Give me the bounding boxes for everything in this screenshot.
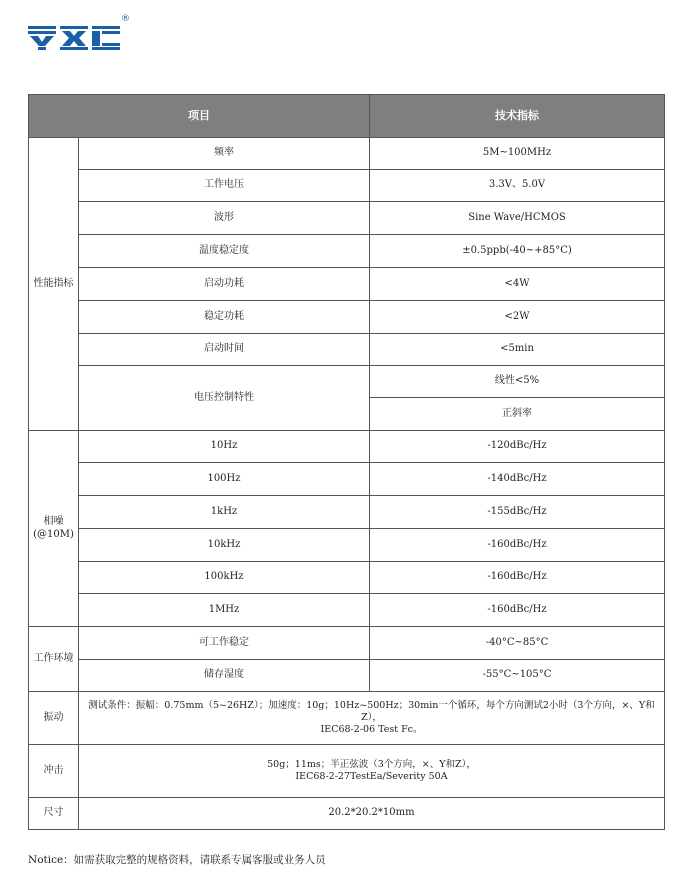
table-row: [29, 170, 665, 202]
table-row: [29, 268, 665, 301]
row-item: 启动功耗: [79, 268, 370, 301]
row-item: 稳定功耗: [79, 301, 370, 334]
header-spec: 技术指标: [370, 95, 665, 138]
table-row: [29, 594, 665, 627]
row-value: -160dBc/Hz: [370, 562, 665, 594]
table-row: [29, 562, 665, 594]
row-item: 100Hz: [79, 463, 370, 496]
table-row: [29, 431, 665, 463]
group-phase-noise-line2: (@10M): [33, 528, 74, 540]
group-performance: 性能指标: [29, 138, 79, 431]
vibration-line1: 测试条件：振幅：0.75mm（5~26HZ）；加速度：10g；10Hz~500Hz；30min一个循环，每个方向测试2小时（3个方向，×、Y和Z），: [88, 700, 655, 724]
company-logo: [28, 16, 134, 56]
row-item: 1kHz: [79, 496, 370, 529]
row-item: 储存湿度: [79, 660, 370, 692]
table-row: [29, 366, 665, 398]
table-row: [29, 496, 665, 529]
table-row: [29, 202, 665, 235]
table-row: [29, 798, 665, 830]
table-row: [29, 660, 665, 692]
group-environment: 工作环境: [29, 627, 79, 692]
table-row: [29, 529, 665, 562]
row-item: 10kHz: [79, 529, 370, 562]
row-value: -120dBc/Hz: [370, 431, 665, 463]
row-shock-value: [79, 745, 665, 798]
row-item: 温度稳定度: [79, 235, 370, 268]
group-phase-noise-line1: 相噪: [43, 516, 64, 527]
row-shock-label: 冲击: [29, 745, 79, 798]
row-item: 启动时间: [79, 334, 370, 366]
table-row: [29, 627, 665, 660]
row-value: Sine Wave/HCMOS: [370, 202, 665, 235]
row-value: -140dBc/Hz: [370, 463, 665, 496]
row-size-value: 20.2*20.2*10mm: [79, 798, 665, 830]
table-row: [29, 334, 665, 366]
header-item: 项目: [29, 95, 370, 138]
row-value: ±0.5ppb(-40~+85°C): [370, 235, 665, 268]
notice-text: Notice：如需获取完整的规格资料，请联系专属客服或业务人员: [28, 854, 326, 866]
row-item: 波形: [79, 202, 370, 235]
row-value: -40°C~85°C: [370, 627, 665, 660]
table-row: [29, 301, 665, 334]
row-item: 频率: [79, 138, 370, 170]
row-value: <2W: [370, 301, 665, 334]
row-item: 1MHz: [79, 594, 370, 627]
row-value: <4W: [370, 268, 665, 301]
row-value: 线性<5%: [370, 366, 665, 398]
row-value: 5M~100MHz: [370, 138, 665, 170]
registered-mark: ®: [121, 14, 130, 24]
row-size-label: 尺寸: [29, 798, 79, 830]
table-row: [29, 463, 665, 496]
row-vibration-label: 振动: [29, 692, 79, 745]
row-item: 可工作稳定: [79, 627, 370, 660]
row-value: <5min: [370, 334, 665, 366]
row-value: -55°C~105°C: [370, 660, 665, 692]
vibration-line2: IEC68-2-06 Test Fc。: [320, 723, 423, 735]
row-value: -160dBc/Hz: [370, 594, 665, 627]
row-value: 3.3V、5.0V: [370, 170, 665, 202]
spec-table: [28, 94, 665, 830]
row-item: 工作电压: [79, 170, 370, 202]
row-item: 100kHz: [79, 562, 370, 594]
table-header-row: [29, 95, 665, 138]
shock-line2: IEC68-2-27TestEa/Severity 50A: [295, 771, 448, 782]
table-row: [29, 138, 665, 170]
table-row: [29, 235, 665, 268]
table-row: [29, 692, 665, 745]
group-phase-noise: [29, 431, 79, 627]
row-value: 正斜率: [370, 398, 665, 431]
row-value: -160dBc/Hz: [370, 529, 665, 562]
row-value: -155dBc/Hz: [370, 496, 665, 529]
row-item: 10Hz: [79, 431, 370, 463]
row-vibration-value: [79, 692, 665, 745]
row-item: 电压控制特性: [79, 366, 370, 431]
shock-line1: 50g；11ms；半正弦波（3个方向，×、Y和Z），: [267, 759, 476, 771]
table-row: [29, 745, 665, 798]
